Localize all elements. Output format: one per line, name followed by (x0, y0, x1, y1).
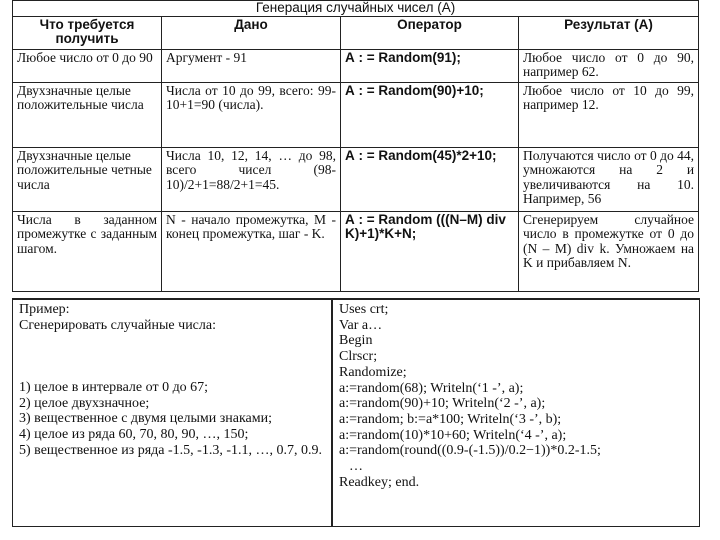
code-line: Begin (339, 333, 373, 349)
cell-need: Двухзначные целые положительные числа (13, 82, 162, 147)
example-task-panel (13, 300, 333, 526)
example-heading: Пример: (19, 302, 70, 317)
list-item: 3) вещественное с двумя целыми знаками; (19, 411, 273, 427)
code-line: a:=random; b:=a*100; Writeln(‘3 -’, b); (339, 411, 562, 427)
random-generation-table (12, 0, 699, 292)
cell-given: Числа 10, 12, 14, … до 98, всего чисел (98-10)/2+1=88/2+1=45. (162, 147, 341, 211)
generation-table-sheet (12, 0, 698, 292)
header-need: Что требуется получить (13, 16, 162, 49)
code-line: a:=random(68); Writeln(‘1 -’, a); (339, 380, 524, 396)
cell-result: Получаются число от 0 до 44, умножаются на 2 и увеличиваются на 10. Например, 56 (519, 147, 699, 211)
code-line: … (349, 459, 363, 475)
code-line: a:=random(90)+10; Writeln(‘2 -’, a); (339, 396, 546, 412)
cell-given: Числа от 10 до 99, всего: 99-10+1=90 (числа). (162, 82, 341, 147)
table-row (13, 82, 699, 147)
cell-result: Сгенерируем случайное число в промежутке от 0 до (N – M) div k. Умножаем на K и прибавляем N. (519, 211, 699, 291)
cell-need: Числа в заданном промежутке с заданным шагом. (13, 211, 162, 291)
cell-result: Любое число от 0 до 90, например 62. (519, 49, 699, 82)
code-line: Var a… (339, 317, 383, 333)
table-row (13, 147, 699, 211)
cell-operator: А : = Random(45)*2+10; (341, 147, 519, 211)
code-line: a:=random(10)*10+60; Writeln(‘4 -’, a); (339, 427, 567, 443)
cell-given: Аргумент - 91 (162, 49, 341, 82)
code-line: Readkey; end. (339, 474, 420, 490)
cell-operator: А : = Random (((N–M) div K)+1)*K+N; (341, 211, 519, 291)
cell-need: Любое число от 0 до 90 (13, 49, 162, 82)
header-operator: Оператор (341, 16, 519, 49)
cell-need: Двухзначные целые положительные четные числа (13, 147, 162, 211)
code-line: Uses crt; (339, 302, 389, 317)
list-item: 4) целое из ряда 60, 70, 80, 90, …, 150; (19, 426, 249, 442)
example-section (12, 298, 700, 527)
header-result: Результат (А) (519, 16, 699, 49)
list-item: 2) целое двухзначное; (19, 395, 150, 411)
cell-result: Любое число от 10 до 99, например 12. (519, 82, 699, 147)
code-line: a:=random(round((0.9-(-1.5))/0.2−1))*0.2-1.5; (339, 443, 601, 459)
cell-given: N - начало промежутка, M - конец промежутка, шаг - K. (162, 211, 341, 291)
table-row (13, 211, 699, 291)
table-row (13, 49, 699, 82)
cell-operator: А : = Random(91); (341, 49, 519, 82)
spacer (19, 333, 325, 380)
header-given: Дано (162, 16, 341, 49)
example-code-panel (333, 300, 699, 526)
code-line: Clrscr; (339, 349, 378, 365)
cell-operator: А : = Random(90)+10; (341, 82, 519, 147)
list-item: 5) вещественное из ряда -1.5, -1.3, -1.1, …, 0.7, 0.9. (19, 442, 322, 458)
table-title: Генерация случайных чисел (А) (13, 1, 699, 17)
code-line: Randomize; (339, 364, 407, 380)
example-task: Сгенерировать случайные числа: (19, 317, 216, 333)
list-item: 1) целое в интервале от 0 до 67; (19, 380, 209, 396)
